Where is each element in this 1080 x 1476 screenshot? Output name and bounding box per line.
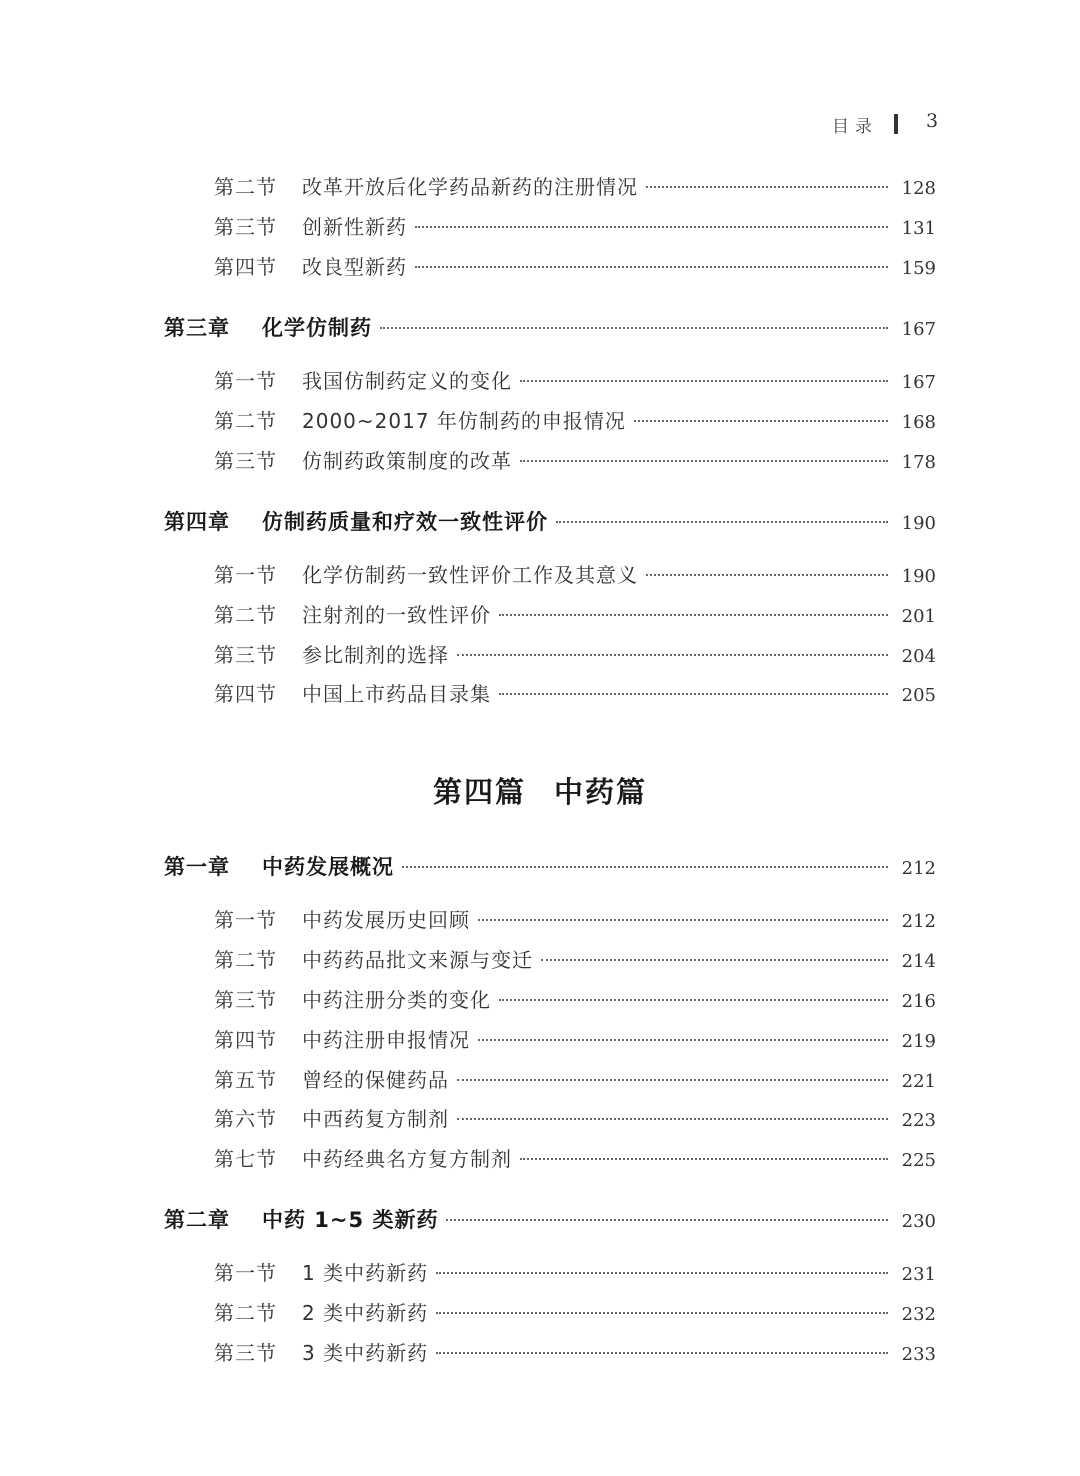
part-heading <box>0 770 1080 811</box>
dot-leader <box>457 1079 888 1081</box>
toc-entry-page: 167 <box>901 372 936 393</box>
toc-entry-page: 233 <box>901 1344 936 1365</box>
dot-leader <box>457 1118 888 1120</box>
toc-chapter-page: 230 <box>901 1211 936 1232</box>
dot-leader <box>499 999 888 1001</box>
toc-entry[interactable] <box>214 406 936 436</box>
dot-leader <box>415 226 888 228</box>
toc-entry-page: 131 <box>901 218 936 239</box>
toc-entry-title: 2 类中药新药 <box>302 1301 429 1325</box>
toc-entry-title: 3 类中药新药 <box>302 1341 429 1365</box>
toc-entry[interactable] <box>214 252 936 282</box>
toc-entry[interactable] <box>214 212 936 242</box>
dot-leader <box>415 266 888 268</box>
toc-entry-title: 中药发展历史回顾 <box>302 908 470 932</box>
toc-entry-page: 212 <box>901 911 936 932</box>
toc-entry[interactable] <box>214 1144 936 1174</box>
dot-leader <box>556 521 888 523</box>
toc-entry-title: 我国仿制药定义的变化 <box>302 369 512 393</box>
toc-entry-page: 178 <box>901 452 936 473</box>
toc-entry-label: 第二节 <box>214 948 277 972</box>
toc-entry-label: 第三节 <box>214 643 277 667</box>
running-header <box>0 110 1080 140</box>
toc-entry-title: 参比制剂的选择 <box>302 643 449 667</box>
toc-entry[interactable] <box>214 446 936 476</box>
toc-entry-title: 中西药复方制剂 <box>302 1107 449 1131</box>
dot-leader <box>457 654 888 656</box>
toc-chapter-page: 190 <box>901 513 936 534</box>
toc-entry-page: 232 <box>901 1304 936 1325</box>
dot-leader <box>436 1312 888 1314</box>
toc-entry-label: 第七节 <box>214 1147 277 1171</box>
toc-entry[interactable] <box>214 1065 936 1095</box>
toc-entry-title: 中药注册分类的变化 <box>302 988 491 1012</box>
dot-leader <box>499 614 888 616</box>
part-label: 第四篇 <box>432 775 526 809</box>
toc-entry-label: 第六节 <box>214 1107 277 1131</box>
toc-entry-label: 第二节 <box>214 603 277 627</box>
toc-entry[interactable] <box>214 1104 936 1134</box>
toc-chapter-label: 第四章 <box>164 510 230 534</box>
toc-entry-page: 214 <box>901 951 936 972</box>
toc-entry-title: 2000~2017 年仿制药的申报情况 <box>302 409 626 433</box>
toc-chapter-title: 仿制药质量和疗效一致性评价 <box>262 510 548 534</box>
toc-entry-page: 159 <box>901 258 936 279</box>
toc-entry-label: 第三节 <box>214 215 277 239</box>
toc-chapter-label: 第三章 <box>164 316 230 340</box>
toc-entry-title: 曾经的保健药品 <box>302 1068 449 1092</box>
toc-entry[interactable] <box>214 985 936 1015</box>
toc-entry[interactable] <box>214 1298 936 1328</box>
toc-chapter-page: 167 <box>901 319 936 340</box>
toc-chapter-title: 中药发展概况 <box>262 855 394 879</box>
toc-entry-title: 改良型新药 <box>302 255 407 279</box>
toc-entry-label: 第一节 <box>214 908 277 932</box>
toc-entry-page: 128 <box>901 178 936 199</box>
toc-entry-page: 168 <box>901 412 936 433</box>
toc-entry-label: 第二节 <box>214 1301 277 1325</box>
dot-leader <box>646 186 888 188</box>
toc-entry-page: 221 <box>901 1071 936 1092</box>
toc-entry-label: 第二节 <box>214 409 277 433</box>
toc-entry-label: 第四节 <box>214 255 277 279</box>
dot-leader <box>646 574 888 576</box>
toc-chapter-entry[interactable] <box>164 1205 936 1235</box>
toc-entry-label: 第一节 <box>214 369 277 393</box>
toc-chapter-title: 中药 1~5 类新药 <box>262 1208 439 1232</box>
dot-leader <box>380 327 888 329</box>
toc-entry-title: 改革开放后化学药品新药的注册情况 <box>302 175 638 199</box>
dot-leader <box>436 1352 888 1354</box>
toc-entry-title: 中药经典名方复方制剂 <box>302 1147 512 1171</box>
toc-entry-page: 216 <box>901 991 936 1012</box>
toc-chapter-entry[interactable] <box>164 852 936 882</box>
toc-entry-label: 第四节 <box>214 1028 277 1052</box>
toc-entry-title: 化学仿制药一致性评价工作及其意义 <box>302 563 638 587</box>
toc-entry-label: 第三节 <box>214 449 277 473</box>
toc-chapter-label: 第二章 <box>164 1208 230 1232</box>
toc-chapter-title: 化学仿制药 <box>262 316 372 340</box>
dot-leader <box>520 1158 888 1160</box>
toc-entry-label: 第一节 <box>214 1261 277 1285</box>
toc-entry-page: 201 <box>901 606 936 627</box>
toc-entry-label: 第五节 <box>214 1068 277 1092</box>
toc-entry[interactable] <box>214 640 936 670</box>
toc-entry-page: 231 <box>901 1264 936 1285</box>
toc-chapter-entry[interactable] <box>164 507 936 537</box>
toc-entry[interactable] <box>214 172 936 202</box>
header-divider-bar <box>894 114 898 134</box>
dot-leader <box>402 866 888 868</box>
toc-entry-title: 注射剂的一致性评价 <box>302 603 491 627</box>
running-header-title: 目录 <box>832 117 878 137</box>
toc-entry-page: 190 <box>901 566 936 587</box>
dot-leader <box>478 919 888 921</box>
toc-entry[interactable] <box>214 560 936 590</box>
dot-leader <box>436 1272 888 1274</box>
dot-leader <box>634 420 888 422</box>
dot-leader <box>541 959 888 961</box>
toc-entry-title: 中药注册申报情况 <box>302 1028 470 1052</box>
dot-leader <box>499 693 888 695</box>
toc-entry-label: 第二节 <box>214 175 277 199</box>
toc-entry-label: 第三节 <box>214 1341 277 1365</box>
toc-entry[interactable] <box>214 1025 936 1055</box>
toc-entry[interactable] <box>214 600 936 630</box>
dot-leader <box>478 1039 888 1041</box>
toc-entry-page: 219 <box>901 1031 936 1052</box>
toc-entry-label: 第四节 <box>214 682 277 706</box>
toc-entry[interactable] <box>214 945 936 975</box>
toc-entry-title: 仿制药政策制度的改革 <box>302 449 512 473</box>
dot-leader <box>520 460 888 462</box>
toc-entry[interactable] <box>214 366 936 396</box>
part-title: 中药篇 <box>554 775 648 809</box>
toc-entry[interactable] <box>214 679 936 709</box>
dot-leader <box>446 1219 888 1221</box>
toc-entry-page: 204 <box>901 646 936 667</box>
toc-entry-title: 1 类中药新药 <box>302 1261 429 1285</box>
toc-entry[interactable] <box>214 1258 936 1288</box>
toc-entry[interactable] <box>214 905 936 935</box>
toc-entry-label: 第一节 <box>214 563 277 587</box>
dot-leader <box>520 380 888 382</box>
toc-entry-title: 创新性新药 <box>302 215 407 239</box>
toc-entry-page: 225 <box>901 1150 936 1171</box>
toc-chapter-label: 第一章 <box>164 855 230 879</box>
toc-chapter-page: 212 <box>901 858 936 879</box>
toc-entry-label: 第三节 <box>214 988 277 1012</box>
toc-entry-title: 中药药品批文来源与变迁 <box>302 948 533 972</box>
toc-entry-page: 223 <box>901 1110 936 1131</box>
running-header-page-number: 3 <box>926 110 939 132</box>
toc-chapter-entry[interactable] <box>164 313 936 343</box>
toc-entry[interactable] <box>214 1338 936 1368</box>
toc-entry-page: 205 <box>901 685 936 706</box>
toc-entry-title: 中国上市药品目录集 <box>302 682 491 706</box>
